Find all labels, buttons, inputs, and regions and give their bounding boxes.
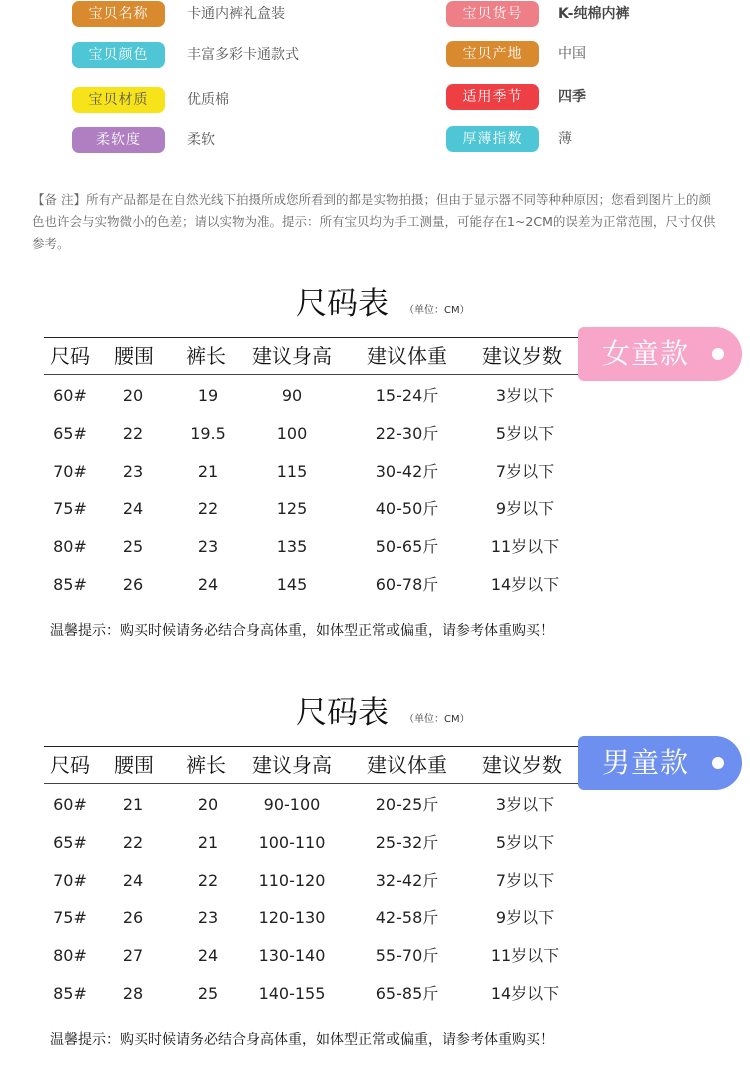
cell-age: 3岁以下 xyxy=(495,795,555,814)
cell-height: 135 xyxy=(276,537,308,557)
cell-size: 60# xyxy=(53,386,87,405)
col-header-age: 建议岁数 xyxy=(482,753,562,777)
cell-waist: 23 xyxy=(122,461,144,481)
dot-icon xyxy=(712,348,724,360)
cell-height: 130-140 xyxy=(258,946,326,966)
category-tag-label: 女童款 xyxy=(602,337,690,370)
cell-age: 9岁以下 xyxy=(495,908,555,928)
size-table-title: 尺码表 xyxy=(296,286,389,322)
cell-height: 115 xyxy=(276,461,308,481)
cell-age: 14岁以下 xyxy=(490,575,560,594)
col-header-size: 尺码 xyxy=(50,753,90,777)
size-section-boys xyxy=(0,693,750,1053)
cell-size: 85# xyxy=(53,575,87,594)
cell-length: 21 xyxy=(197,832,219,852)
attr-label-badge: 适用季节 xyxy=(446,84,539,110)
cell-weight: 25-32斤 xyxy=(375,832,439,852)
attr-label-badge: 宝贝颜色 xyxy=(72,42,165,68)
cell-size: 80# xyxy=(53,946,87,966)
cell-age: 11岁以下 xyxy=(490,537,560,557)
cell-waist: 22 xyxy=(122,423,144,443)
header-bottom-rule xyxy=(44,783,578,784)
cell-size: 85# xyxy=(53,984,87,1003)
attr-label-badge: 柔软度 xyxy=(72,127,165,153)
cell-weight: 50-65斤 xyxy=(375,537,439,557)
attr-value: 卡通内裤礼盒装 xyxy=(187,6,285,22)
cell-weight: 42-58斤 xyxy=(375,908,439,928)
cell-height: 110-120 xyxy=(258,870,326,890)
category-tag-boys xyxy=(578,736,742,790)
col-header-length: 裤长 xyxy=(186,753,226,777)
cell-height: 125 xyxy=(276,499,308,519)
size-table-unit: （单位：CM） xyxy=(404,305,470,316)
col-header-height: 建议身高 xyxy=(252,344,332,368)
cell-height: 145 xyxy=(276,575,308,594)
purchase-tip: 温馨提示：购买时候请务必结合身高体重，如体型正常或偏重，请参考体重购买！ xyxy=(50,623,554,639)
cell-waist: 25 xyxy=(122,537,144,557)
cell-waist: 24 xyxy=(122,499,144,519)
cell-length: 24 xyxy=(197,946,219,966)
cell-height: 100 xyxy=(276,423,308,443)
cell-waist: 22 xyxy=(122,832,144,852)
category-tag-label: 男童款 xyxy=(602,746,690,779)
cell-length: 21 xyxy=(197,461,219,481)
cell-size: 65# xyxy=(53,832,87,852)
attr-value: 四季 xyxy=(558,89,586,105)
cell-size: 75# xyxy=(53,499,87,519)
cell-length: 22 xyxy=(197,499,219,519)
cell-size: 70# xyxy=(53,461,87,481)
cell-length: 19 xyxy=(197,386,219,405)
attr-value: 中国 xyxy=(558,46,586,62)
cell-age: 5岁以下 xyxy=(495,423,555,443)
attr-label-badge: 厚薄指数 xyxy=(446,126,539,152)
cell-weight: 32-42斤 xyxy=(375,870,439,890)
cell-size: 75# xyxy=(53,908,87,928)
table-top-rule xyxy=(44,746,578,747)
disclaimer-note: 【备 注】所有产品都是在自然光线下拍摄所成您所看到的都是实物拍摄；但由于显示器不同等种种原因；您看到图片上的颜色也许会与实物微小的色差；请以实物为准。提示：所有宝贝均为手工测量，可能存在1~2CM的误差为正常范围，尺寸仅供参考。 xyxy=(32,192,716,251)
size-section-girls xyxy=(0,284,750,644)
cell-weight: 40-50斤 xyxy=(375,499,439,519)
cell-height: 140-155 xyxy=(258,984,326,1003)
category-tag-girls xyxy=(578,327,742,381)
cell-waist: 21 xyxy=(122,795,144,814)
cell-size: 60# xyxy=(53,795,87,814)
purchase-tip: 温馨提示：购买时候请务必结合身高体重，如体型正常或偏重，请参考体重购买！ xyxy=(50,1032,554,1048)
cell-waist: 20 xyxy=(122,386,144,405)
cell-size: 65# xyxy=(53,423,87,443)
cell-age: 3岁以下 xyxy=(495,386,555,405)
col-header-height: 建议身高 xyxy=(252,753,332,777)
cell-weight: 22-30斤 xyxy=(375,423,439,443)
cell-age: 5岁以下 xyxy=(495,832,555,852)
cell-length: 19.5 xyxy=(190,423,226,443)
cell-weight: 65-85斤 xyxy=(375,984,439,1003)
col-header-waist: 腰围 xyxy=(114,344,154,368)
cell-weight: 15-24斤 xyxy=(375,386,439,405)
cell-length: 24 xyxy=(197,575,219,594)
attr-label-badge: 宝贝货号 xyxy=(446,1,539,27)
product-attributes xyxy=(0,0,750,170)
size-table-unit: （单位：CM） xyxy=(404,714,470,725)
cell-length: 22 xyxy=(197,870,219,890)
col-header-weight: 建议体重 xyxy=(367,753,447,777)
cell-length: 23 xyxy=(197,908,219,928)
header-bottom-rule xyxy=(44,374,578,375)
col-header-length: 裤长 xyxy=(186,344,226,368)
cell-height: 100-110 xyxy=(258,832,326,852)
col-header-waist: 腰围 xyxy=(114,753,154,777)
cell-weight: 60-78斤 xyxy=(375,575,439,594)
cell-waist: 28 xyxy=(122,984,144,1003)
cell-height: 90-100 xyxy=(263,795,321,814)
cell-waist: 26 xyxy=(122,908,144,928)
cell-size: 80# xyxy=(53,537,87,557)
attr-value: 丰富多彩卡通款式 xyxy=(187,47,299,63)
attr-value: 柔软 xyxy=(187,132,215,148)
cell-length: 20 xyxy=(197,795,219,814)
cell-age: 14岁以下 xyxy=(490,984,560,1003)
attr-value: K-纯棉内裤 xyxy=(558,6,630,22)
attr-value: 薄 xyxy=(558,131,572,147)
col-header-age: 建议岁数 xyxy=(482,344,562,368)
cell-length: 25 xyxy=(197,984,219,1003)
col-header-size: 尺码 xyxy=(50,344,90,368)
table-top-rule xyxy=(44,337,578,338)
cell-age: 11岁以下 xyxy=(490,946,560,966)
cell-height: 90 xyxy=(281,386,303,405)
cell-size: 70# xyxy=(53,870,87,890)
attr-label-badge: 宝贝名称 xyxy=(72,1,165,27)
dot-icon xyxy=(712,757,724,769)
cell-age: 7岁以下 xyxy=(495,870,555,890)
cell-waist: 26 xyxy=(122,575,144,594)
cell-length: 23 xyxy=(197,537,219,557)
cell-height: 120-130 xyxy=(258,908,326,928)
cell-age: 9岁以下 xyxy=(495,499,555,519)
cell-weight: 55-70斤 xyxy=(375,946,439,966)
cell-waist: 24 xyxy=(122,870,144,890)
cell-weight: 20-25斤 xyxy=(375,795,439,814)
col-header-weight: 建议体重 xyxy=(367,344,447,368)
cell-waist: 27 xyxy=(122,946,144,966)
cell-weight: 30-42斤 xyxy=(375,461,439,481)
attr-label-badge: 宝贝产地 xyxy=(446,41,539,67)
size-table-title: 尺码表 xyxy=(296,695,389,731)
cell-age: 7岁以下 xyxy=(495,461,555,481)
attr-label-badge: 宝贝材质 xyxy=(72,87,165,113)
attr-value: 优质棉 xyxy=(187,92,229,108)
